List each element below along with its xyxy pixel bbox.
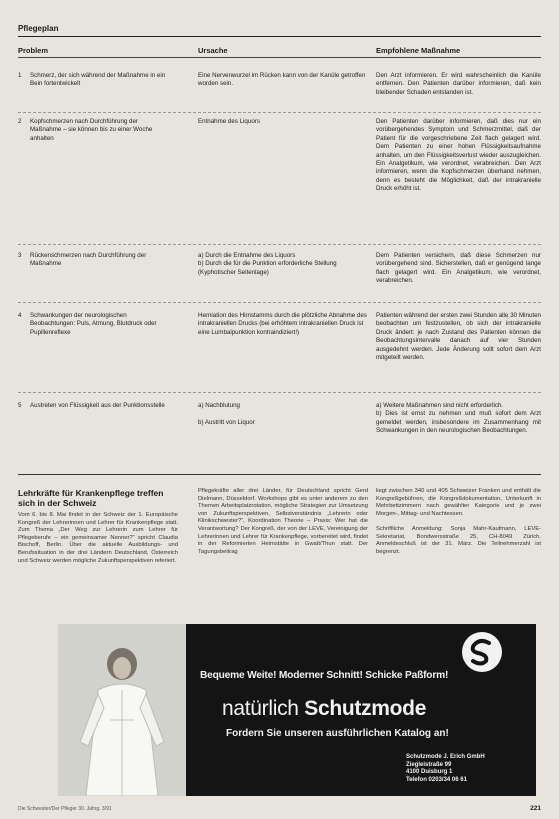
ad-brand-name: Schutzmode — [304, 697, 427, 720]
row-5-action: a) Weitere Maßnahmen sind nicht erforderlich. b) Dies ist ernst zu nehmen und muß sofort dem Arzt gemeldet werden, insbesondere im Zusammenhang mit Schwankungen in den neurologischen Beobachtungen. — [376, 402, 541, 435]
row-2-problem: Kopfschmerzen nach Durchführung der Maßnahme – sie können bis zu einer Woche anhalten — [30, 118, 153, 142]
ad-brand-line — [222, 697, 522, 721]
row-1-problem: Schmerz, der sich während der Maßnahme in ein Bein fortentwickelt — [30, 72, 166, 88]
s-monogram-icon — [462, 632, 502, 672]
row-3-number: 3 — [18, 252, 22, 259]
row-1-cause: Eine Nervenwurzel im Rücken kann von der Kanüle getroffen worden sein. — [198, 72, 366, 88]
row-2-action: Den Patienten darüber informieren, daß dies nur ein vorübergehendes Symptom und Schmerzmittel, daß der Patient für die vorgeschriebene Zeit flach gelagert wird. Dem Patienten zu einer hohen Flüssigkeitsaufnahme anhalten, um den Flüssigkeitsverlust wieder auszugleichen. Ein Analgetikum, wie verordnet, verabreichen. Den Arzt informieren, wenn die Kopfschmerzen überhand nehmen, denn es besteht die Möglichkeit, daß der intrakranielle Druck erhöht ist. — [376, 118, 541, 193]
running-head: Pflegeplan — [18, 24, 59, 33]
row-1-number: 1 — [18, 72, 22, 79]
schutzmode-advertisement — [58, 624, 536, 796]
ad-brand-prefix: natürlich — [222, 697, 299, 720]
article-title: Lehrkräfte für Krankenpflege treffen sich in der Schweiz — [18, 488, 164, 508]
footer-journal-ref: Die Schwester/Der Pfleger 30. Jahrg. 3/91 — [18, 806, 112, 812]
row-separator — [18, 302, 541, 303]
row-separator — [18, 244, 541, 245]
row-4-cause: Herniation des Hirnstamms durch die plötzliche Abnahme des intrakraniellen Drucks (bei erhöhtem intrakraniellen Druck ist eine Lumbalpunktion kontraindiziert!) — [198, 312, 367, 336]
row-4-action: Patienten während der ersten zwei Stunden alle 30 Minuten beobachten um festzustellen, ob sich der intrakranielle Druck ändert: je nach Zustand des Patienten können die Beobachtungsintervalle danach auf vier Stunden ausgedehnt werden. Jede Änderung sollt sofort dem Arzt mitgeteilt werden. — [376, 312, 541, 362]
row-1-action: Den Arzt informieren. Er wird wahrscheinlich die Kanüle entfernen. Den Patienten darüber informieren, daß kein bleibender Schaden entstanden ist. — [376, 72, 541, 96]
row-2-cause: Entnahme des Liquors — [198, 118, 260, 125]
article-column-2: Pflegekräfte aller drei Länder, für Deutschland spricht Gerd Dielmann, Düsseldorf. Workshops gibt es unter anderem zu den Themen Arbeitsplatzrotation, mögliche Strategien zur Umsetzung von Zukunftsperspektiven, Selbstverständnis „Lehrerin oder Klinikschwester?“, Koordination Theorie – Praxis: Wer hat die Verantwortung? Der Kongreß, der von der LEVE, Vereinigung der Lehrerinnen und Lehrer für Krankenpflege, vorbereitet wird, findet in der Reformierten Heimstätte in Gwatt/Thun statt. Der Tagungsbeitrag — [198, 488, 368, 555]
row-separator — [18, 112, 541, 113]
article-column-3: liegt zwischen 340 und 405 Schweizer Franken und enthält die Kongreßgebühren, die Kongreßdokumentation, Unterkunft in Mehrbettzimmern nach gewählter Kategorie und je zwei Morgen-, Mittag- und Nachtessen. Schriftliche Anmeldung: Sonja Mahr-Kaufmann, LEVE-Sekretariat, Bondwersstraße 25, CH-8049 Zürich. Anmeldeschluß ist der 31. März. Die Teilnehmerzahl ist begrenzt. — [376, 488, 541, 555]
header-cause: Ursache — [198, 46, 228, 55]
row-2-number: 2 — [18, 118, 22, 125]
ad-address-line: Schutzmode J. Erich GmbH — [406, 754, 485, 760]
row-3-cause: a) Durch die Entnahme des Liquors b) Durch die für die Punktion erforderliche Stellung (Kyphotischer Seitenlage) — [198, 252, 337, 276]
top-rule — [18, 36, 541, 37]
table-end-rule — [18, 474, 541, 475]
ad-tagline: Bequeme Weite! Moderner Schnitt! Schicke Paßform! — [200, 670, 449, 681]
row-separator — [18, 392, 541, 393]
ad-address-line: 4100 Duisburg 1 — [406, 769, 453, 775]
ad-address-line: Telefon 0203/34 06 61 — [406, 776, 467, 783]
header-action: Empfohlene Maßnahme — [376, 46, 461, 55]
page-number: 221 — [530, 805, 541, 812]
ad-address — [406, 754, 526, 784]
ad-call-to-action: Fordern Sie unseren ausführlichen Katalog an! — [226, 728, 449, 739]
row-3-problem: Rückenschmerzen nach Durchführung der Maßnahme — [30, 252, 147, 268]
person-in-coat-icon — [58, 624, 188, 796]
row-3-action: Dem Patienten versichern, daß diese Schmerzen nur vorübergehend sind. Sicherstellen, daß er genügend lange flach gelagert wird. Ein Analgetikum, wie verordnet, verabreichen. — [376, 252, 541, 285]
row-4-number: 4 — [18, 312, 22, 319]
row-5-cause: a) Nachblutung b) Austritt von Liquor — [198, 402, 255, 426]
header-problem: Problem — [18, 46, 49, 55]
header-rule — [18, 57, 541, 58]
row-5-number: 5 — [18, 402, 22, 409]
article-column-1: Vom 6. bis 8. Mai findet in der Schweiz der 1. Europäische Kongreß der Lehrerinnen und Lehrer für Krankenpflege statt. Zum Thema „Der Weg zur Lehrerin zum Lehrer für Pflegeberufe – ein gemeinsamer Nenner?“ spricht Claudia Bischoff, Berlin. Über die aktuelle Ausbildungs- und Berufssituation in der drei Ländern Deutschland, Österreich und Schweiz werden mögliche Zukunftsperspektiven referiert. — [18, 512, 178, 564]
row-4-problem: Schwankungen der neurologischen Beobachtungen: Puls, Atmung, Blutdruck oder Pupillenreflexe — [30, 312, 157, 336]
ad-address-line: Ziegleistraße 99 — [406, 761, 452, 768]
row-5-problem: Austreten von Flüssigkeit aus der Punktionsstelle — [30, 402, 165, 409]
